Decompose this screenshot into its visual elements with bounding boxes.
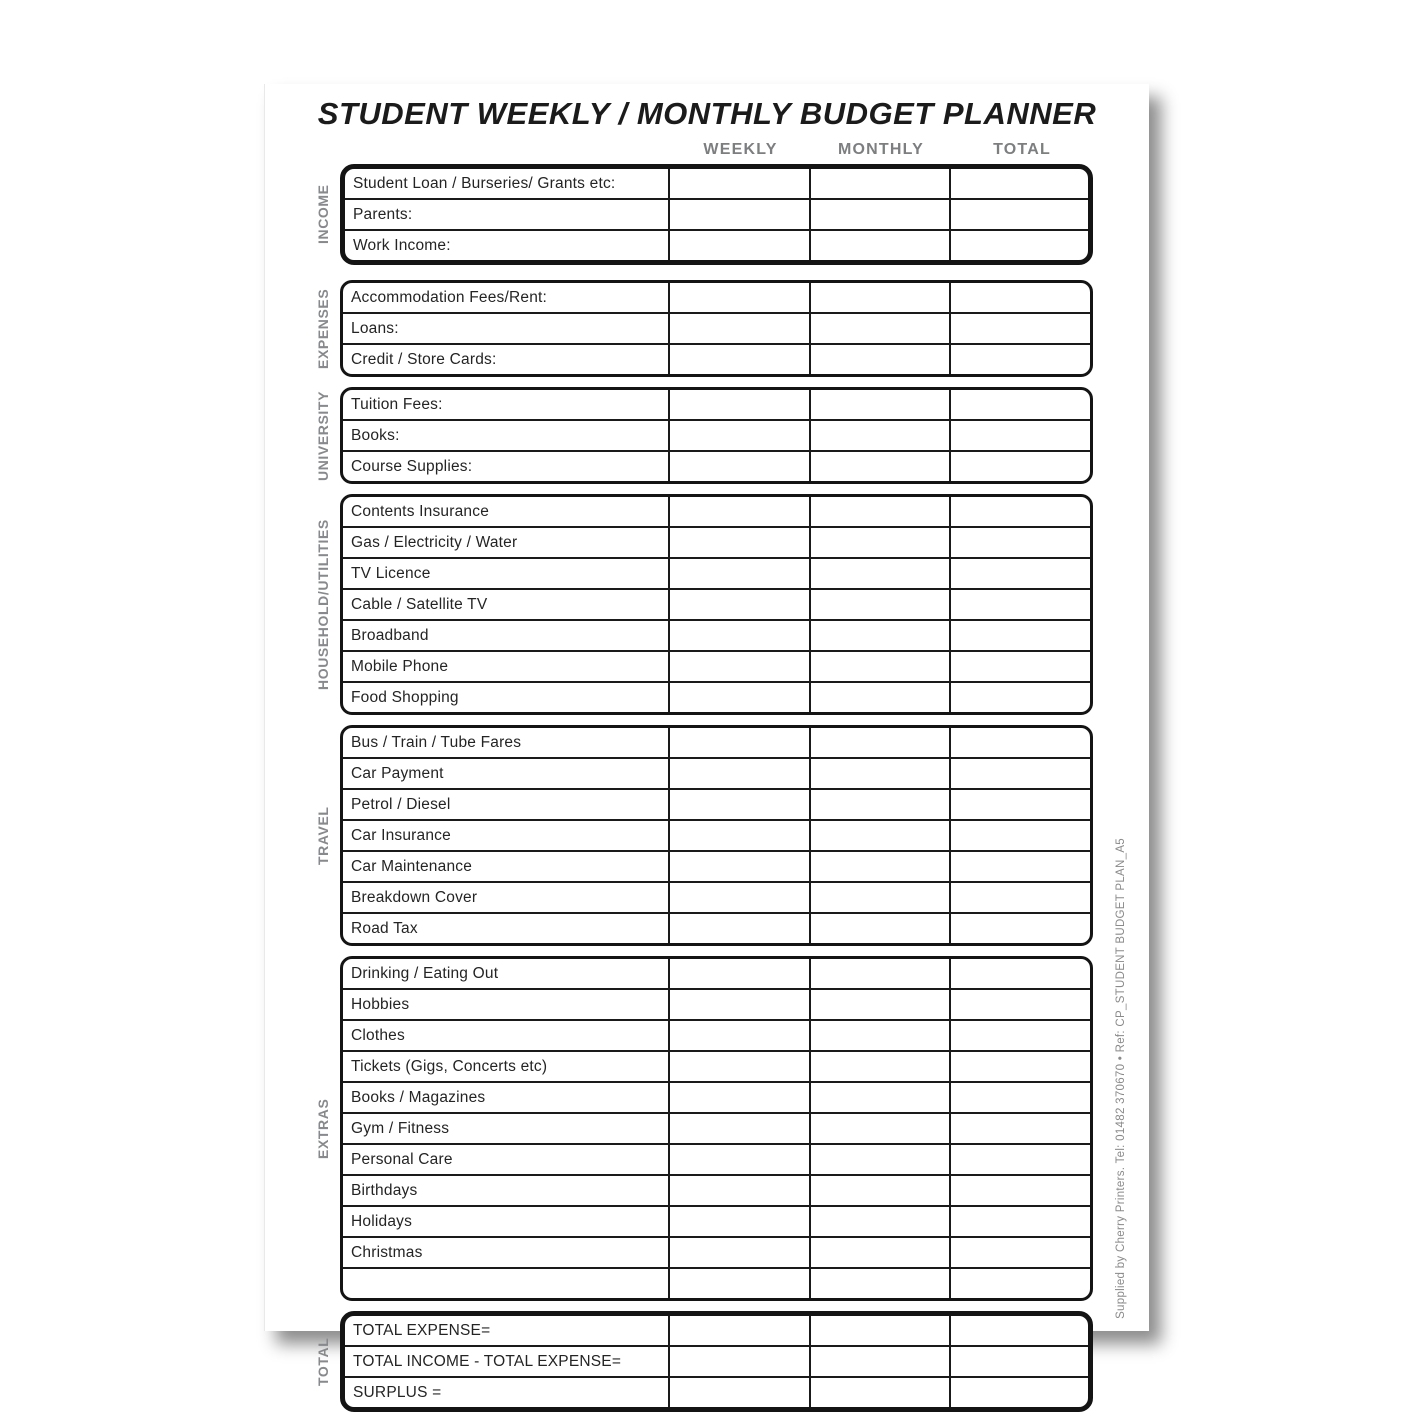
weekly-cell bbox=[668, 421, 809, 450]
page-title: STUDENT WEEKLY / MONTHLY BUDGET PLANNER bbox=[317, 96, 1097, 131]
total-cell bbox=[949, 959, 1090, 988]
total-cell bbox=[949, 1083, 1090, 1112]
section-university bbox=[315, 387, 1093, 484]
monthly-cell bbox=[809, 1207, 949, 1236]
weekly-cell bbox=[668, 590, 809, 619]
total-cell bbox=[949, 1238, 1090, 1267]
monthly-cell bbox=[809, 1378, 949, 1407]
table-row bbox=[343, 912, 1090, 943]
weekly-cell bbox=[668, 652, 809, 681]
weekly-cell bbox=[668, 883, 809, 912]
total-cell bbox=[949, 590, 1090, 619]
table-row bbox=[345, 1345, 1088, 1376]
monthly-cell bbox=[809, 200, 949, 229]
table-row bbox=[343, 819, 1090, 850]
row-label: Drinking / Eating Out bbox=[351, 964, 499, 982]
monthly-cell bbox=[809, 883, 949, 912]
row-label: Credit / Store Cards: bbox=[351, 350, 497, 368]
table-row bbox=[343, 850, 1090, 881]
table-row bbox=[343, 1205, 1090, 1236]
row-label: Contents Insurance bbox=[351, 502, 490, 520]
row-label: Cable / Satellite TV bbox=[351, 595, 488, 613]
monthly-cell bbox=[809, 421, 949, 450]
weekly-cell bbox=[668, 1238, 809, 1267]
section-table-household-utilities bbox=[340, 494, 1093, 715]
table-row bbox=[345, 198, 1088, 229]
total-cell bbox=[949, 169, 1088, 198]
weekly-cell bbox=[668, 452, 809, 481]
row-label: Gas / Electricity / Water bbox=[351, 533, 518, 551]
total-cell bbox=[949, 200, 1088, 229]
column-header-total: TOTAL bbox=[993, 141, 1051, 158]
column-header-monthly: MONTHLY bbox=[837, 141, 925, 158]
total-cell bbox=[949, 1114, 1090, 1143]
section-table-university bbox=[340, 387, 1093, 484]
section-label-extras: EXTRAS bbox=[315, 1098, 331, 1159]
weekly-cell bbox=[668, 1207, 809, 1236]
monthly-cell bbox=[809, 1238, 949, 1267]
weekly-cell bbox=[668, 959, 809, 988]
row-label: TOTAL INCOME - TOTAL EXPENSE= bbox=[353, 1352, 622, 1370]
total-cell bbox=[949, 621, 1090, 650]
monthly-cell bbox=[809, 914, 949, 943]
monthly-cell bbox=[809, 1083, 949, 1112]
row-label: Christmas bbox=[351, 1243, 423, 1261]
section-table-expenses bbox=[340, 280, 1093, 377]
row-label: Bus / Train / Tube Fares bbox=[351, 733, 522, 751]
total-cell bbox=[949, 1052, 1090, 1081]
table-row bbox=[345, 169, 1088, 198]
monthly-cell bbox=[809, 728, 949, 757]
total-cell bbox=[949, 559, 1090, 588]
table-row bbox=[343, 728, 1090, 757]
section-table-travel bbox=[340, 725, 1093, 946]
total-cell bbox=[949, 314, 1090, 343]
row-label: Clothes bbox=[351, 1026, 405, 1044]
row-label: Car Payment bbox=[351, 764, 444, 782]
row-label: Tuition Fees: bbox=[351, 395, 443, 413]
section-label-university: UNIVERSITY bbox=[315, 390, 331, 481]
monthly-cell bbox=[809, 1316, 949, 1345]
table-row bbox=[343, 1050, 1090, 1081]
weekly-cell bbox=[668, 1145, 809, 1174]
weekly-cell bbox=[668, 1176, 809, 1205]
total-cell bbox=[949, 231, 1088, 260]
monthly-cell bbox=[809, 345, 949, 374]
total-cell bbox=[949, 1021, 1090, 1050]
section-table-total bbox=[340, 1311, 1093, 1412]
section-label-travel: TRAVEL bbox=[315, 806, 331, 865]
section-expenses bbox=[315, 280, 1093, 377]
table-row bbox=[343, 619, 1090, 650]
column-headers bbox=[340, 141, 1093, 159]
row-label: Student Loan / Burseries/ Grants etc: bbox=[353, 174, 616, 192]
table-row bbox=[343, 588, 1090, 619]
table-row bbox=[343, 757, 1090, 788]
weekly-cell bbox=[668, 852, 809, 881]
total-cell bbox=[949, 1316, 1088, 1345]
table-row bbox=[343, 1019, 1090, 1050]
weekly-cell bbox=[668, 390, 809, 419]
weekly-cell bbox=[668, 497, 809, 526]
weekly-cell bbox=[668, 528, 809, 557]
monthly-cell bbox=[809, 821, 949, 850]
section-label-household-utilities: HOUSEHOLD/UTILITIES bbox=[315, 519, 331, 690]
total-cell bbox=[949, 790, 1090, 819]
row-label: Broadband bbox=[351, 626, 429, 644]
row-label: Books / Magazines bbox=[351, 1088, 486, 1106]
total-cell bbox=[949, 1145, 1090, 1174]
total-cell bbox=[949, 1347, 1088, 1376]
weekly-cell bbox=[668, 1021, 809, 1050]
budget-sections bbox=[315, 164, 1093, 1427]
row-label: Road Tax bbox=[351, 919, 418, 937]
weekly-cell bbox=[668, 914, 809, 943]
section-total bbox=[315, 1311, 1093, 1412]
row-label: Work Income: bbox=[353, 236, 451, 254]
row-label: Course Supplies: bbox=[351, 457, 473, 475]
weekly-cell bbox=[668, 314, 809, 343]
table-row bbox=[343, 419, 1090, 450]
monthly-cell bbox=[809, 959, 949, 988]
weekly-cell bbox=[668, 1114, 809, 1143]
weekly-cell bbox=[668, 283, 809, 312]
weekly-cell bbox=[668, 790, 809, 819]
section-household-utilities bbox=[315, 494, 1093, 715]
row-label: Loans: bbox=[351, 319, 399, 337]
monthly-cell bbox=[809, 990, 949, 1019]
monthly-cell bbox=[809, 528, 949, 557]
table-row bbox=[343, 526, 1090, 557]
table-row bbox=[343, 788, 1090, 819]
table-row bbox=[343, 650, 1090, 681]
row-label: Gym / Fitness bbox=[351, 1119, 450, 1137]
total-cell bbox=[949, 683, 1090, 712]
total-cell bbox=[949, 345, 1090, 374]
monthly-cell bbox=[809, 390, 949, 419]
monthly-cell bbox=[809, 497, 949, 526]
monthly-cell bbox=[809, 1176, 949, 1205]
row-label: Food Shopping bbox=[351, 688, 459, 706]
column-header-spacer bbox=[340, 141, 670, 159]
monthly-cell bbox=[809, 759, 949, 788]
section-table-extras bbox=[340, 956, 1093, 1301]
table-row bbox=[345, 1376, 1088, 1407]
table-row bbox=[345, 1316, 1088, 1345]
table-row bbox=[343, 1236, 1090, 1267]
monthly-cell bbox=[809, 231, 949, 260]
row-label: Holidays bbox=[351, 1212, 413, 1230]
table-row bbox=[343, 390, 1090, 419]
table-row bbox=[343, 557, 1090, 588]
section-travel bbox=[315, 725, 1093, 946]
row-label: Car Insurance bbox=[351, 826, 451, 844]
table-row bbox=[343, 988, 1090, 1019]
weekly-cell bbox=[668, 1269, 809, 1298]
table-row bbox=[343, 283, 1090, 312]
monthly-cell bbox=[809, 590, 949, 619]
row-label: Personal Care bbox=[351, 1150, 453, 1168]
monthly-cell bbox=[809, 1021, 949, 1050]
row-label: TOTAL EXPENSE= bbox=[353, 1321, 491, 1339]
table-row bbox=[343, 1143, 1090, 1174]
row-label: Tickets (Gigs, Concerts etc) bbox=[351, 1057, 548, 1075]
weekly-cell bbox=[668, 200, 809, 229]
column-header-weekly: WEEKLY bbox=[703, 141, 778, 158]
section-label-total: TOTAL bbox=[315, 1337, 331, 1386]
weekly-cell bbox=[668, 231, 809, 260]
weekly-cell bbox=[668, 759, 809, 788]
table-row bbox=[343, 450, 1090, 481]
total-cell bbox=[949, 1176, 1090, 1205]
table-row bbox=[343, 959, 1090, 988]
total-cell bbox=[949, 1269, 1090, 1298]
total-cell bbox=[949, 452, 1090, 481]
section-label-expenses: EXPENSES bbox=[315, 288, 331, 369]
monthly-cell bbox=[809, 1052, 949, 1081]
monthly-cell bbox=[809, 1269, 949, 1298]
monthly-cell bbox=[809, 621, 949, 650]
weekly-cell bbox=[668, 683, 809, 712]
monthly-cell bbox=[809, 652, 949, 681]
row-label: Breakdown Cover bbox=[351, 888, 478, 906]
weekly-cell bbox=[668, 1052, 809, 1081]
monthly-cell bbox=[809, 169, 949, 198]
weekly-cell bbox=[668, 821, 809, 850]
weekly-cell bbox=[668, 1083, 809, 1112]
total-cell bbox=[949, 421, 1090, 450]
total-cell bbox=[949, 759, 1090, 788]
monthly-cell bbox=[809, 1347, 949, 1376]
row-label: TV Licence bbox=[351, 564, 431, 582]
weekly-cell bbox=[668, 1347, 809, 1376]
row-label bbox=[343, 1269, 668, 1298]
printer-credit: Supplied by Cherry Printers. Tel: 01482 370670 • Ref: CP_STUDENT BUDGET PLAN_A5 bbox=[1115, 838, 1127, 1319]
row-label: Parents: bbox=[353, 205, 413, 223]
total-cell bbox=[949, 1207, 1090, 1236]
weekly-cell bbox=[668, 345, 809, 374]
total-cell bbox=[949, 914, 1090, 943]
table-row bbox=[343, 497, 1090, 526]
monthly-cell bbox=[809, 452, 949, 481]
total-cell bbox=[949, 728, 1090, 757]
planner-page bbox=[264, 84, 1149, 1401]
table-row bbox=[343, 881, 1090, 912]
total-cell bbox=[949, 497, 1090, 526]
row-label: Mobile Phone bbox=[351, 657, 449, 675]
monthly-cell bbox=[809, 283, 949, 312]
weekly-cell bbox=[668, 728, 809, 757]
monthly-cell bbox=[809, 1114, 949, 1143]
row-label: Hobbies bbox=[351, 995, 410, 1013]
monthly-cell bbox=[809, 559, 949, 588]
weekly-cell bbox=[668, 169, 809, 198]
total-cell bbox=[949, 1378, 1088, 1407]
total-cell bbox=[949, 852, 1090, 881]
monthly-cell bbox=[809, 790, 949, 819]
table-row bbox=[343, 343, 1090, 374]
table-row bbox=[343, 1112, 1090, 1143]
monthly-cell bbox=[809, 683, 949, 712]
total-cell bbox=[949, 990, 1090, 1019]
weekly-cell bbox=[668, 1316, 809, 1345]
total-cell bbox=[949, 652, 1090, 681]
row-label: Car Maintenance bbox=[351, 857, 473, 875]
table-row bbox=[343, 1081, 1090, 1112]
table-row bbox=[343, 1174, 1090, 1205]
row-label: Petrol / Diesel bbox=[351, 795, 451, 813]
monthly-cell bbox=[809, 314, 949, 343]
weekly-cell bbox=[668, 621, 809, 650]
section-table-income bbox=[340, 164, 1093, 265]
weekly-cell bbox=[668, 1378, 809, 1407]
monthly-cell bbox=[809, 852, 949, 881]
row-label: Books: bbox=[351, 426, 400, 444]
weekly-cell bbox=[668, 559, 809, 588]
row-label: Accommodation Fees/Rent: bbox=[351, 288, 548, 306]
total-cell bbox=[949, 528, 1090, 557]
row-label: Birthdays bbox=[351, 1181, 418, 1199]
weekly-cell bbox=[668, 990, 809, 1019]
total-cell bbox=[949, 390, 1090, 419]
row-label: SURPLUS = bbox=[353, 1383, 442, 1401]
monthly-cell bbox=[809, 1145, 949, 1174]
section-income bbox=[315, 164, 1093, 265]
section-extras bbox=[315, 956, 1093, 1301]
table-row bbox=[343, 312, 1090, 343]
table-row bbox=[345, 229, 1088, 260]
section-label-income: INCOME bbox=[315, 184, 331, 245]
total-cell bbox=[949, 883, 1090, 912]
total-cell bbox=[949, 283, 1090, 312]
table-row bbox=[343, 1267, 1090, 1298]
table-row bbox=[343, 681, 1090, 712]
total-cell bbox=[949, 821, 1090, 850]
